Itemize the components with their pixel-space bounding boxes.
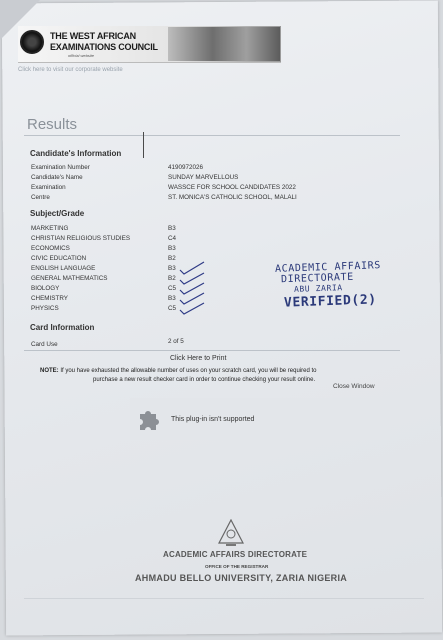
stamp-line1: ACADEMIC AFFAIRS bbox=[274, 260, 382, 275]
subject-physics: PHYSICS bbox=[31, 305, 59, 312]
grade-economics: B3 bbox=[168, 245, 176, 252]
subject-economics: ECONOMICS bbox=[31, 245, 70, 252]
print-link[interactable]: Click Here to Print bbox=[170, 355, 227, 362]
subject-chemistry: CHEMISTRY bbox=[31, 295, 68, 302]
exam-number-value: 4190972026 bbox=[168, 164, 204, 171]
footer-directorate: ACADEMIC AFFAIRS DIRECTORATE bbox=[163, 550, 308, 559]
stamp-line3: ABU ZARIA bbox=[293, 283, 343, 294]
grade-civic-education: B2 bbox=[168, 255, 176, 262]
card-divider bbox=[24, 350, 400, 351]
stamp-verified: VERIFIED(2) bbox=[283, 292, 377, 311]
waec-logo-icon bbox=[20, 30, 44, 54]
grade-mathematics: B2 bbox=[168, 275, 176, 282]
title-divider bbox=[24, 135, 400, 136]
subject-english: ENGLISH LANGUAGE bbox=[31, 265, 96, 272]
grade-english: B3 bbox=[168, 265, 176, 272]
candidate-info-heading: Candidate's Information bbox=[30, 149, 122, 158]
subject-civic-education: CIVIC EDUCATION bbox=[31, 255, 87, 262]
puzzle-piece-icon bbox=[136, 408, 160, 434]
page-title: Results bbox=[27, 116, 78, 133]
centre-label: Centre bbox=[31, 194, 50, 201]
note-text1: If you have exhausted the allowable number of uses on your scratch card, you will be required to bbox=[58, 368, 317, 374]
abu-crest-icon bbox=[218, 519, 244, 547]
note-line2: purchase a new result checker card in order to continue checking your result online. bbox=[93, 377, 316, 383]
footer-university: AHMADU BELLO UNIVERSITY, ZARIA NIGERIA bbox=[135, 573, 348, 583]
subject-grade-heading: Subject/Grade bbox=[30, 209, 85, 218]
org-tagline: official website bbox=[68, 53, 95, 58]
plugin-placeholder bbox=[130, 398, 390, 440]
note-line1 bbox=[40, 368, 400, 374]
bottom-divider bbox=[24, 598, 424, 599]
footer-registrar: OFFICE OF THE REGISTRAR bbox=[205, 564, 269, 569]
subject-mathematics: GENERAL MATHEMATICS bbox=[31, 275, 108, 282]
card-use-value: 2 of 5 bbox=[168, 338, 184, 345]
corporate-website-link[interactable]: Click here to visit our corporate website bbox=[18, 67, 123, 73]
candidate-name-label: Candidate's Name bbox=[31, 174, 83, 181]
subject-crs: CHRISTIAN RELIGIOUS STUDIES bbox=[31, 235, 131, 242]
note-prefix: NOTE: bbox=[40, 368, 59, 374]
org-name-line2: EXAMINATIONS COUNCIL bbox=[50, 42, 158, 52]
subject-marketing: MARKETING bbox=[31, 225, 69, 232]
org-name-line1: THE WEST AFRICAN bbox=[50, 31, 136, 41]
close-window-link[interactable]: Close Window bbox=[333, 383, 375, 390]
pen-mark bbox=[143, 132, 144, 158]
plugin-message: This plug-in isn't supported bbox=[171, 416, 255, 423]
grade-crs: C4 bbox=[168, 235, 177, 242]
exam-number-label: Examination Number bbox=[31, 164, 90, 171]
examination-value: WASSCE FOR SCHOOL CANDIDATES 2022 bbox=[168, 184, 296, 191]
banner-photo bbox=[168, 27, 280, 61]
subject-biology: BIOLOGY bbox=[31, 285, 60, 292]
card-info-heading: Card Information bbox=[30, 323, 95, 332]
grade-physics: C5 bbox=[168, 305, 177, 312]
candidate-name-value: SUNDAY MARVELLOUS bbox=[168, 174, 239, 181]
stamp-line2: DIRECTORATE bbox=[280, 271, 354, 286]
centre-value: ST. MONICA'S CATHOLIC SCHOOL, MALALI bbox=[168, 194, 297, 201]
card-use-label: Card Use bbox=[31, 341, 58, 348]
grade-chemistry: B3 bbox=[168, 295, 176, 302]
grade-marketing: B3 bbox=[168, 225, 176, 232]
grade-biology: C5 bbox=[168, 285, 177, 292]
examination-label: Examination bbox=[31, 184, 66, 191]
